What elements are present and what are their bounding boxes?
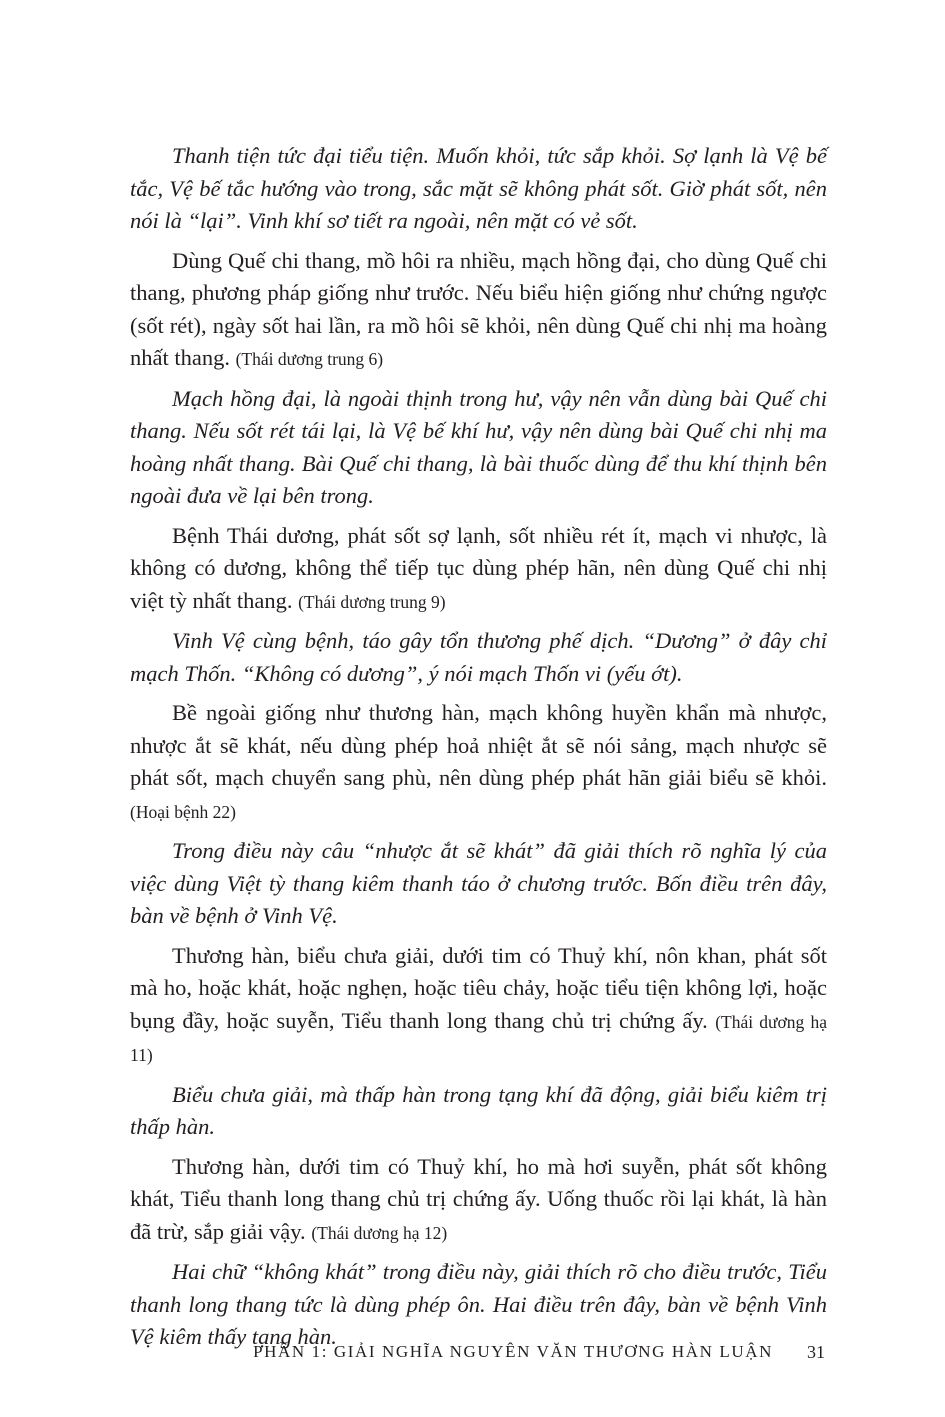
commentary-paragraph [130, 140, 827, 238]
text-paragraph [130, 245, 827, 376]
text-paragraph [130, 940, 827, 1072]
source-citation: (Hoại bệnh 22) [130, 801, 236, 822]
page-footer [0, 1342, 945, 1366]
paragraph-text: Trong điều này câu “nhược ắt sẽ khát” đã giải thích rõ nghĩa lý của việc dùng Việt tỳ thang kiêm thanh táo ở chương trước. Bốn điều trên đây, bàn về bệnh ở Vinh Vệ. [130, 838, 827, 928]
paragraph-text: Hai chữ “không khát” trong điều này, giải thích rõ cho điều trước, Tiểu thanh long thang tức là dùng phép ôn. Hai điều trên đây, bàn về bệnh Vinh Vệ kiêm thấy tạng hàn. [130, 1259, 827, 1349]
paragraph-text: Thương hàn, dưới tim có Thuỷ khí, ho mà hơi suyễn, phát sốt không khát, Tiểu thanh long thang chủ trị chứng ấy. Uống thuốc rồi lại khát, là hàn đã trừ, sắp giải vậy. [130, 1153, 827, 1244]
running-head: PHẦN 1: GIẢI NGHĨA NGUYÊN VĂN THƯƠNG HÀN LUẬN [253, 1342, 773, 1361]
page-number: 31 [807, 1342, 825, 1362]
commentary-paragraph [130, 625, 827, 690]
paragraph-text: Bệnh Thái dương, phát sốt sợ lạnh, sốt nhiều rét ít, mạch vi nhược, là không có dương, không thể tiếp tục dùng phép hãn, nên dùng Quế chi nhị việt tỳ nhất thang. [130, 522, 827, 613]
source-citation: (Thái dương hạ 12) [311, 1222, 448, 1243]
commentary-paragraph [130, 835, 827, 933]
commentary-paragraph [130, 383, 827, 513]
paragraph-text: Thanh tiện tức đại tiểu tiện. Muốn khỏi, tức sắp khỏi. Sợ lạnh là Vệ bế tắc, Vệ bế tắc hướng vào trong, sắc mặt sẽ không phát sốt. Giờ phát sốt, nên nói là “lại”. Vinh khí sơ tiết ra ngoài, nên mặt có vẻ sốt. [130, 143, 827, 233]
paragraph-text: Mạch hồng đại, là ngoài thịnh trong hư, vậy nên vẫn dùng bài Quế chi thang. Nếu sốt rét tái lại, là Vệ bế khí hư, vậy nên dùng bài Quế chi nhị ma hoàng nhất thang. Bài Quế chi thang, là bài thuốc dùng để thu khí thịnh bên ngoài đưa về lại bên trong. [130, 385, 827, 508]
source-citation: (Thái dương trung 6) [235, 349, 384, 369]
paragraph-text: Vinh Vệ cùng bệnh, táo gây tổn thương phế dịch. “Dương” ở đây chỉ mạch Thốn. “Không có dương”, ý nói mạch Thốn vi (yếu ớt). [130, 628, 827, 686]
commentary-paragraph [130, 1079, 827, 1144]
text-paragraph [130, 697, 827, 828]
source-citation: (Thái dương trung 9) [298, 591, 446, 612]
text-paragraph [130, 520, 827, 619]
body-text [130, 140, 827, 1361]
paragraph-text: Bề ngoài giống như thương hàn, mạch không huyền khẩn mà nhược, nhược ắt sẽ khát, nếu dùng phép hoả nhiệt ắt sẽ nói sảng, mạch nhược sẽ phát sốt, mạch chuyển sang phù, nên dùng phép phát hãn giải biểu sẽ khỏi. [130, 700, 827, 790]
text-paragraph [130, 1151, 827, 1250]
paragraph-text: Biểu chưa giải, mà thấp hàn trong tạng khí đã động, giải biểu kiêm trị thấp hàn. [130, 1081, 827, 1139]
source-citation: (Thái dương hạ 11) [130, 1011, 827, 1065]
commentary-paragraph [130, 1256, 827, 1354]
paragraph-text: Dùng Quế chi thang, mồ hôi ra nhiều, mạch hồng đại, cho dùng Quế chi thang, phương pháp giống như trước. Nếu biểu hiện giống như chứng ngược (sốt rét), ngày sốt hai lần, ra mồ hôi sẽ khỏi, nên dùng Quế chi nhị ma hoàng nhất thang. [130, 247, 827, 370]
paragraph-text: Thương hàn, biểu chưa giải, dưới tim có Thuỷ khí, nôn khan, phát sốt mà ho, hoặc khát, hoặc nghẹn, hoặc tiêu chảy, hoặc tiểu tiện không lợi, hoặc bụng đầy, hoặc suyễn, Tiểu thanh long thang chủ trị chứng ấy. [130, 942, 827, 1033]
